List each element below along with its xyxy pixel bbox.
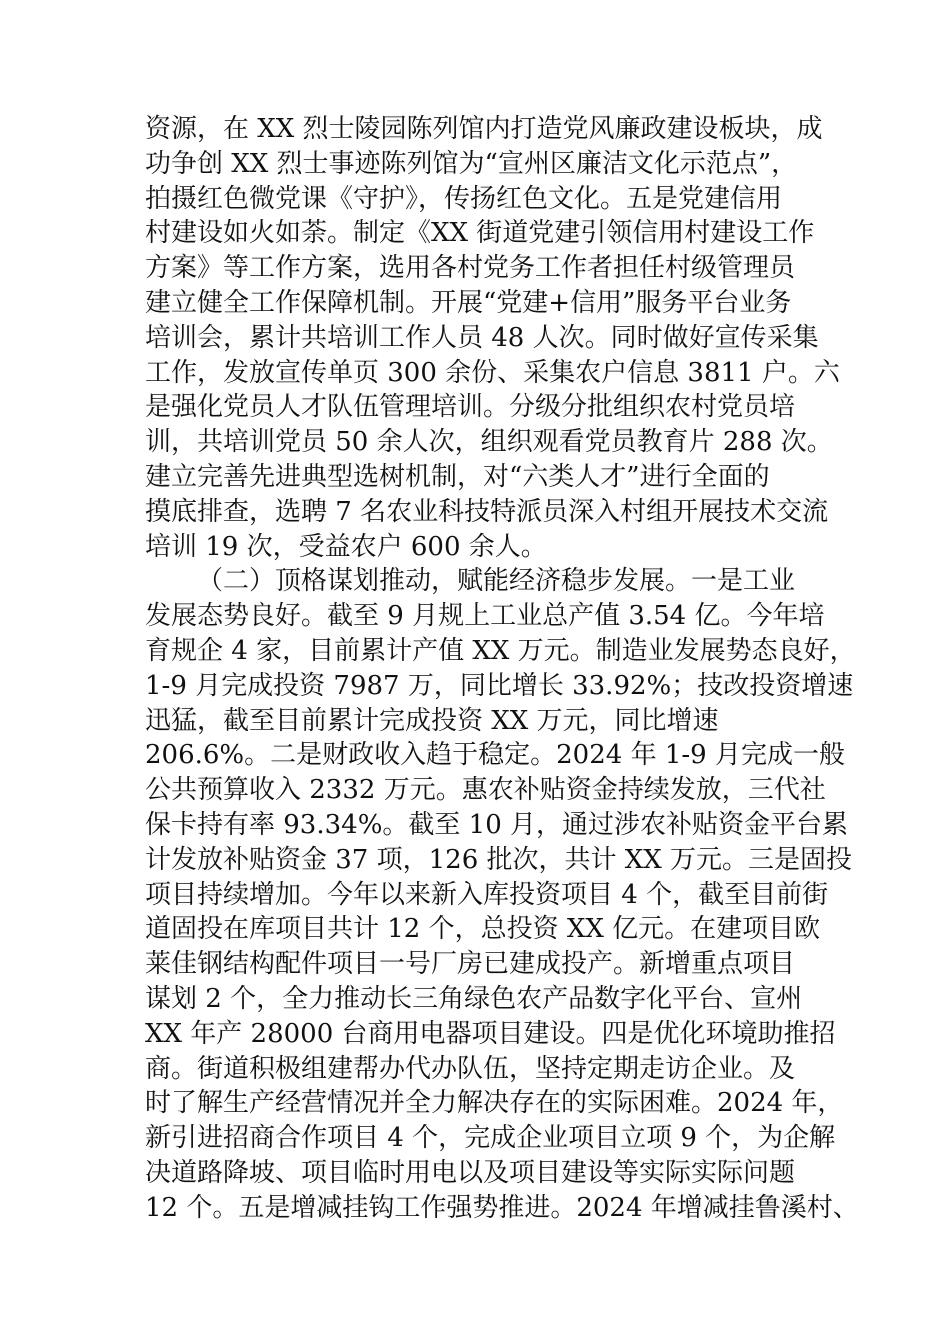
text-line: 决道路降坡、项目临时用电以及项目建设等实际实际问题 — [145, 1157, 796, 1188]
text-line: XX 年产 28000 台商用电器项目建设。四是优化环境助推招 — [145, 1018, 836, 1049]
text-line: 公共预算收入 2332 万元。惠农补贴资金持续发放，三代社 — [145, 775, 826, 806]
text-line: 方案》等工作方案，选用各村党务工作者担任村级管理员 — [145, 253, 796, 284]
document-body-text — [145, 112, 859, 1226]
text-line: 是强化党员人才队伍管理培训。分级分批组织农村党员培 — [145, 392, 796, 423]
text-line: 拍摄红色微党课《守护》，传扬红色文化。五是党建信用 — [145, 183, 783, 214]
text-line: 商。街道积极组建帮办代办队伍，坚持定期走访企业。及 — [145, 1053, 796, 1084]
text-line: 建立完善先进典型选树机制，对“六类人才”进行全面的 — [145, 461, 770, 492]
text-line: 迅猛，截至目前累计完成投资 XX 万元，同比增速 — [145, 705, 719, 736]
text-line: 道固投在库项目共计 12 个，总投资 XX 亿元。在建项目欧 — [145, 914, 821, 945]
text-line: 1-9 月完成投资 7987 万，同比增长 33.92%；技改投资增速 — [145, 670, 854, 701]
text-line: 建立健全工作保障机制。开展“党建+信用”服务平台业务 — [145, 287, 792, 318]
text-line: 育规企 4 家，目前累计产值 XX 万元。制造业发展势态良好， — [145, 635, 856, 666]
text-line: 资源，在 XX 烈士陵园陈列馆内打造党风廉政建设板块，成 — [145, 114, 823, 144]
text-line: 工作，发放宣传单页 300 余份、采集农户信息 3811 户。六 — [145, 357, 840, 388]
text-line: 莱佳钢结构配件项目一号厂房已建成投产。新增重点项目 — [145, 949, 796, 980]
text-line: 发展态势良好。截至 9 月规上工业总产值 3.54 亿。今年培 — [145, 601, 825, 632]
text-line: 保卡持有率 93.34%。截至 10 月，通过涉农补贴资金平台累 — [145, 809, 849, 840]
text-line: 206.6%。二是财政收入趋于稳定。2024 年 1-9 月完成一般 — [145, 740, 845, 771]
text-line: 时了解生产经营情况并全力解决存在的实际困难。2024 年， — [145, 1088, 844, 1119]
section-heading-line: （二）顶格谋划推动，赋能经济稳步发展。一是工业 — [197, 566, 796, 597]
text-line: 12 个。五是增减挂钩工作强势推进。2024 年增减挂鲁溪村、 — [145, 1192, 859, 1223]
text-line: 功争创 XX 烈士事迹陈列馆为“宣州区廉洁文化示范点”， — [145, 148, 798, 179]
text-line: 培训会，累计共培训工作人员 48 人次。同时做好宣传采集 — [145, 322, 819, 353]
text-line: 村建设如火如荼。制定《XX 街道党建引领信用村建设工作 — [145, 218, 815, 249]
text-line: 谋划 2 个，全力推动长三角绿色农产品数字化平台、宣州 — [145, 983, 803, 1014]
text-line: 培训 19 次，受益农户 600 余人。 — [145, 531, 547, 562]
text-line: 项目持续增加。今年以来新入库投资项目 4 个，截至目前街 — [145, 879, 829, 910]
text-line: 摸底排查，选聘 7 名农业科技特派员深入村组开展技术交流 — [145, 496, 829, 527]
text-line: 新引进招商合作项目 4 个，完成企业项目立项 9 个，为企解 — [145, 1123, 836, 1154]
text-line: 训，共培训党员 50 余人次，组织观看党员教育片 288 次。 — [145, 427, 833, 458]
text-line: 计发放补贴资金 37 项，126 批次，共计 XX 万元。三是固投 — [145, 844, 853, 875]
